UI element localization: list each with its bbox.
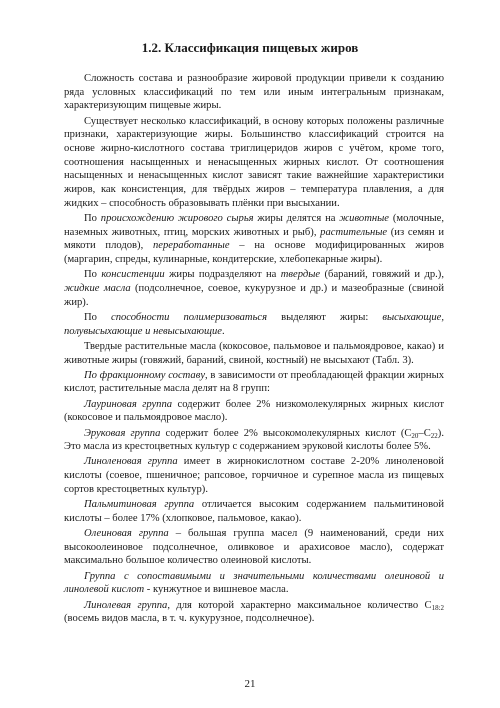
italic-term: жидкие масла bbox=[64, 283, 131, 295]
text-run: , для которой характерно максимальное количество C bbox=[167, 599, 432, 611]
italic-term: Лауриновая группа bbox=[84, 398, 173, 410]
text-run: (из семян и мякоти плодов), bbox=[64, 226, 444, 252]
italic-term: растительные bbox=[320, 226, 388, 238]
subscript-text: 20 bbox=[411, 431, 419, 440]
text-run: (восемь видов масла, в т. ч. кукурузное, подсолнечное). bbox=[64, 613, 315, 625]
text-run: (бараний, говяжий и др.), bbox=[320, 269, 444, 281]
section-heading: 1.2. Классификация пищевых жиров bbox=[141, 40, 359, 55]
text-run: – большая группа масел (9 наименований, среди них высокоолеиновое подсолнечное, оливковое и арахисовое масло), содержат максимально большое количество олеиновой кислоты. bbox=[64, 528, 444, 567]
paragraph bbox=[64, 527, 444, 568]
italic-term: Пальмитиновая группа bbox=[84, 499, 195, 511]
italic-term: твердые bbox=[280, 269, 321, 281]
italic-term: Группа с сопоставимыми и значительными количествами олеиновой и линолевой кислот bbox=[64, 570, 444, 596]
text-run: ). Это масла из крестоцветных культур с содержанием эруковой кислоты более 5%. bbox=[64, 427, 444, 453]
italic-term: По фракционному составу bbox=[84, 369, 206, 381]
text-run: (подсолнечное, соевое, кукурузное и др.) и мазеобразные (свиной жир). bbox=[64, 283, 445, 308]
text-run: (молочные, наземных животных, птиц, морских животных и рыб), bbox=[64, 213, 444, 238]
text-run: –C bbox=[418, 427, 431, 439]
italic-term: консистенции bbox=[101, 269, 165, 281]
italic-term: происхождению жирового сырья bbox=[100, 213, 254, 225]
italic-term: переработанные bbox=[152, 240, 230, 252]
text-run: . bbox=[222, 325, 225, 337]
text-run: – на основе модифицированных жиров (маргарин, спреды, кулинарные, кондитерские, хлебопекарные жиры). bbox=[64, 240, 444, 266]
page-number: 21 bbox=[244, 678, 256, 690]
text-run: Существует несколько классификаций, в основу которых положены различные признаки, характеризующие жиры. Большинство классификаций строится на основе жирно-кислотного состава триглицеридов жиров с учётом, кроме того, соотношения насыщенных и ненасыщенных жирных кислот. От соотношения насыщенных и ненасыщенных кислот зависят такие важнейшие характеристики жиров, как консистенция, для твёрдых жиров – температура плавления, а для жидких – способность образовывать плёнки при высыхании. bbox=[64, 115, 444, 209]
paragraph bbox=[64, 311, 444, 338]
paragraph bbox=[64, 268, 444, 309]
text-run: жиры подразделяют на bbox=[164, 269, 281, 281]
paragraph bbox=[64, 369, 444, 396]
italic-term: животные bbox=[339, 213, 389, 225]
text-run: жиры делятся на bbox=[253, 213, 340, 225]
paragraph bbox=[64, 212, 444, 267]
italic-term: Эруковая группа bbox=[84, 427, 161, 439]
subscript-text: 18:2 bbox=[431, 603, 445, 612]
paragraph bbox=[64, 72, 444, 113]
paragraph bbox=[64, 455, 444, 496]
paragraph bbox=[64, 570, 444, 597]
italic-term: Линолевая группа bbox=[84, 599, 168, 611]
text-run: отличается высоким содержанием пальмитиновой кислоты – более 17% (хлопковое, пальмовое, какао). bbox=[64, 499, 444, 524]
paragraph bbox=[64, 115, 444, 211]
paragraph bbox=[64, 427, 444, 454]
paragraph bbox=[64, 599, 444, 626]
text-run: Сложность состава и разнообразие жировой продукции привели к созданию ряда условных классификаций по тем или иным интегральным признакам, характеризующим пищевые жиры. bbox=[64, 73, 444, 112]
body-text bbox=[64, 72, 444, 627]
italic-term: высыхающие, полувысыхающие и невысыхающие bbox=[64, 311, 444, 337]
text-run: По bbox=[84, 311, 112, 323]
text-run: По bbox=[84, 213, 101, 225]
italic-term: Олеиновая группа bbox=[84, 528, 169, 539]
italic-term: Линоленовая группа bbox=[84, 456, 178, 468]
text-run: содержит более 2% высокомолекулярных кислот (C bbox=[160, 427, 412, 439]
text-run: имеет в жирнокислотном составе 2-20% линоленовой кислоты (соевое, пшеничное; рапсовое, горчичное и сурепное масла из пищевых сортов крестоцветных культур). bbox=[64, 456, 444, 495]
paragraph bbox=[64, 340, 444, 367]
paragraph bbox=[64, 398, 444, 425]
text-run: содержит более 2% низкомолекулярных жирных кислот (кокосовое и пальмоядровое масло). bbox=[64, 398, 444, 424]
text-run: Твердые растительные масла (кокосовое, пальмовое и пальмоядровое, какао) и животные жиры (говяжий, бараний, свиной, костный) не высыхают (Табл. 3). bbox=[64, 340, 444, 366]
subscript-text: 22 bbox=[430, 431, 438, 440]
text-run: выделяют жиры: bbox=[267, 311, 383, 323]
text-run: , в зависимости от преобладающей фракции жирных кислот, растительные масла делят на 8 групп: bbox=[64, 369, 444, 395]
italic-term: способности полимеризоваться bbox=[111, 311, 268, 323]
text-run: По bbox=[84, 269, 102, 281]
text-run: - кунжутное и вишневое масла. bbox=[144, 584, 289, 596]
paragraph bbox=[64, 498, 444, 525]
